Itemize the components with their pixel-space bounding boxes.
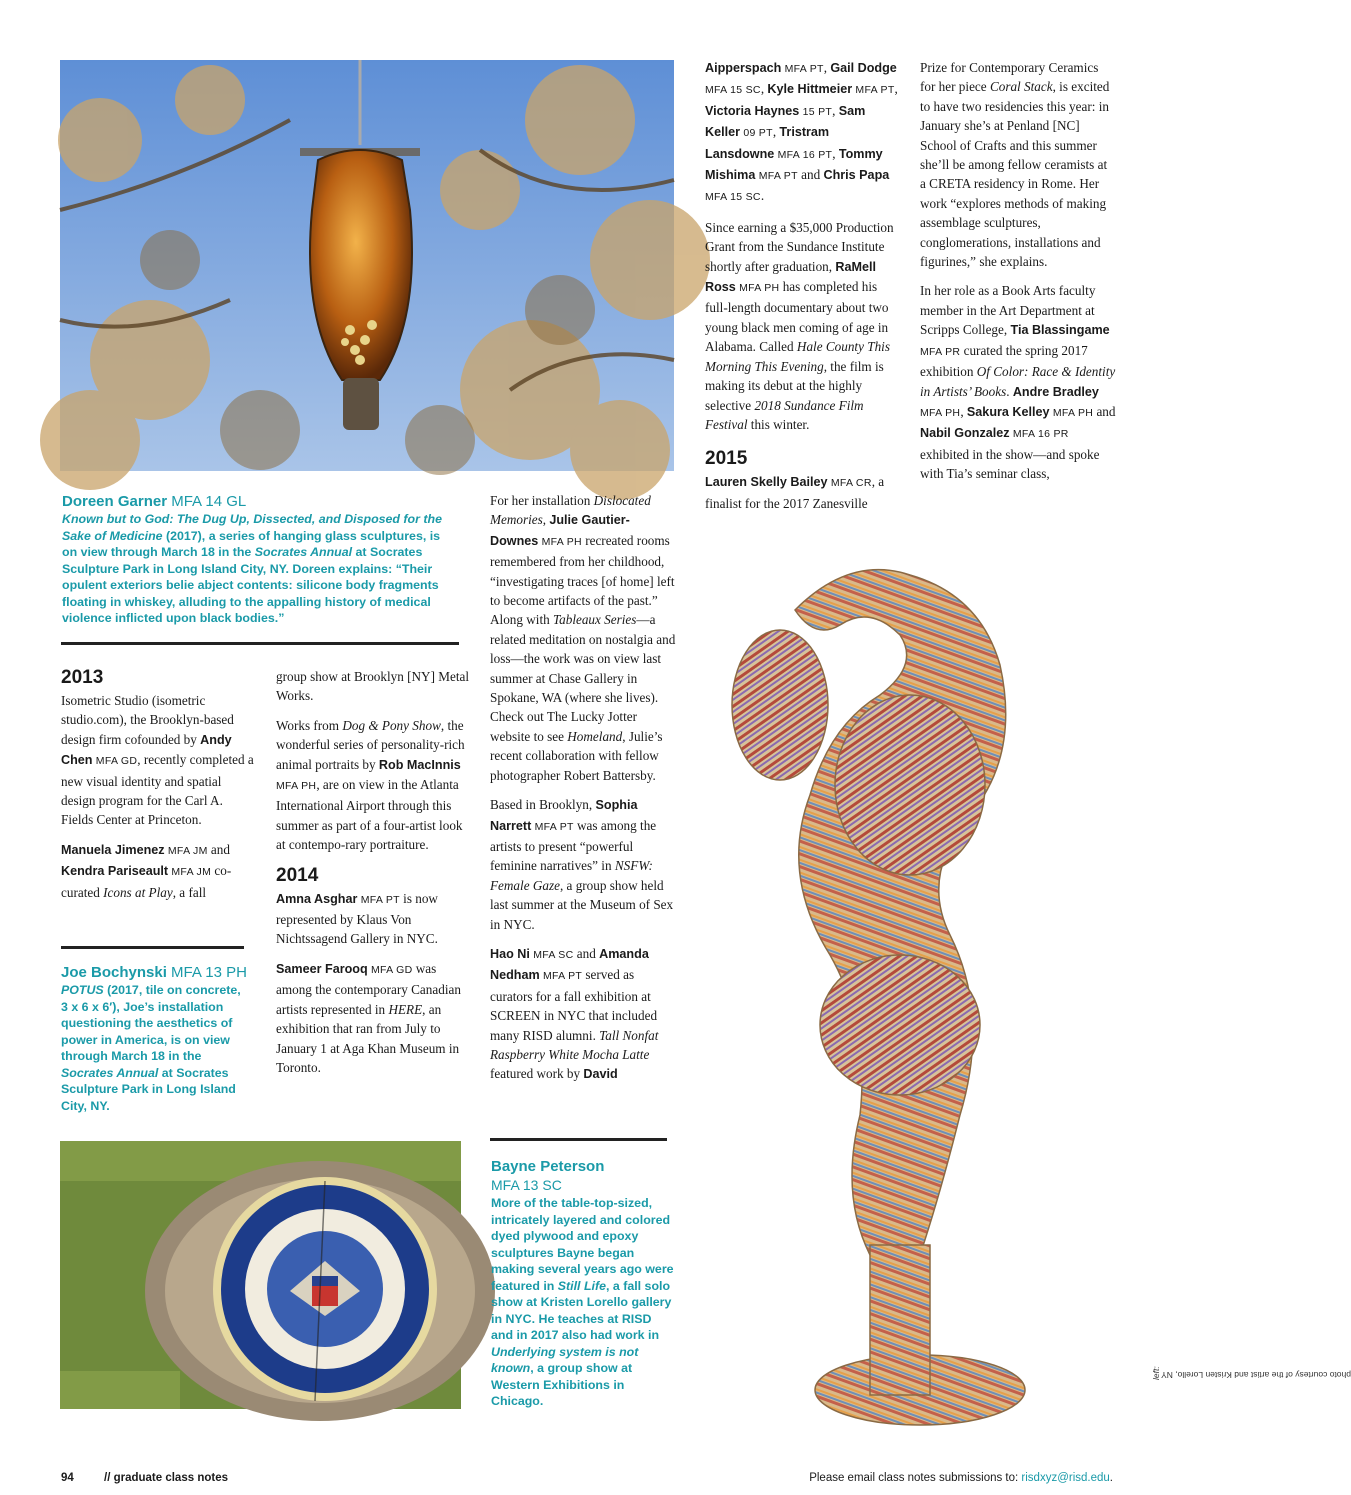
artist-degree: MFA 14 GL xyxy=(171,493,247,510)
alum-name: Tommy Mishima xyxy=(705,146,883,183)
exhibition-title: Socrates Annual xyxy=(254,545,353,559)
year-heading-2013: 2013 xyxy=(61,667,104,688)
note-text: , a group show held last summer at the Museum of Sex in NYC. xyxy=(490,877,674,932)
alum-name: Nabil Gonzalez xyxy=(920,426,1010,441)
alum-name: Victoria Haynes xyxy=(705,103,800,118)
divider xyxy=(490,1138,667,1141)
note-text: , an exhibition that ran from July to January 1 at Aga Khan Museum in Toronto. xyxy=(276,1001,460,1075)
credit-text: photo courtesy of the artist and Kristen Lorello, NY xyxy=(1161,1370,1351,1380)
caption-garner-body xyxy=(62,511,458,627)
year-heading-2015: 2015 xyxy=(705,448,748,470)
note-blassingame: In her role as a Book Arts faculty member in the Art Department at Scripps College, Tia Blassingame MFA PR curated the spring 2017 exhibition Of Color: Race & Identity in Artists’ Books. Andre Bradley MFA PH, Sakura Kelley MFA PH and Nabil Gonzalez MFA 16 PR exhibited in the show—and spoke with Tia’s seminar class, xyxy=(920,283,1116,482)
note-gautier-downes xyxy=(490,491,678,785)
work-title: POTUS xyxy=(61,983,104,997)
alum-name: Aipperspach xyxy=(705,61,782,75)
note-text: and xyxy=(207,841,230,857)
alum-degree: MFA PT xyxy=(542,970,583,983)
alum-degree: MFA PH xyxy=(1052,406,1094,419)
prompt-text: Please email class notes submissions to: xyxy=(809,1472,1022,1484)
alum-name: Amanda Nedham xyxy=(490,946,649,983)
note-text: Works from xyxy=(276,717,343,733)
artist-name: Joe Bochynski xyxy=(61,964,167,981)
alum-name: Kendra Pariseault xyxy=(61,864,169,879)
exhibition-title: Underlying system is not known xyxy=(491,1344,639,1375)
alum-degree: 15 PT xyxy=(802,105,833,118)
alum-name: Andre Bradley xyxy=(1012,384,1099,399)
submission-prompt xyxy=(809,1472,1113,1484)
seal-photo xyxy=(60,1141,461,1409)
note-text: is now represented by Klaus Von Nichtssagend Gallery in NYC. xyxy=(276,890,438,947)
note-text: , are on view in the Atlanta International Airport through this summer as part of a four-artist look at contempo-rary portraiture. xyxy=(276,777,463,853)
note-text: exhibited in the show—and spoke with Tia’s seminar class, xyxy=(920,446,1100,482)
project-title: Homeland xyxy=(567,728,623,744)
alum-degree: MFA PT xyxy=(534,820,574,833)
alum-degree: MFA PT xyxy=(855,84,895,97)
alum-name: Andy Chen xyxy=(61,732,232,768)
note-text: and xyxy=(573,945,600,961)
caption-text: , a group show at Western Exhibitions in Chicago. xyxy=(491,1361,633,1408)
alum-name: Manuela Jimenez xyxy=(61,842,165,857)
alum-name: Sam Keller xyxy=(705,103,866,140)
note-bailey xyxy=(705,472,901,513)
alum-degree: MFA 15 SC xyxy=(705,191,761,204)
note-text: this winter. xyxy=(747,416,810,432)
caption-text: More of the table-top-sized, intricately layered and colored dyed plywood and epoxy sculptures Bayne began making several years ago were featured in xyxy=(491,1196,674,1293)
artist-name: Doreen Garner xyxy=(62,493,168,510)
alum-name: Julie Gautier-Downes xyxy=(490,513,630,548)
note-text: , a fall xyxy=(172,884,207,900)
note-metal-works: group show at Brooklyn [NY] Metal Works. xyxy=(276,669,470,704)
note-text: featured work by xyxy=(490,1066,584,1082)
note-text: was among the contemporary Canadian artists represented in xyxy=(276,960,461,1017)
alum-degree: MFA GD xyxy=(95,755,138,768)
alum-degree: MFA CR xyxy=(830,477,872,490)
note-text: For her installation xyxy=(490,493,594,508)
alum-name: Rob MacInnis xyxy=(378,757,461,772)
column-4 xyxy=(705,58,901,523)
alum-name: David xyxy=(583,1067,618,1082)
email-link[interactable]: risdxyz@risd.edu xyxy=(1021,1472,1110,1484)
note-text: , xyxy=(542,512,550,528)
note-text: served as curators for a fall exhibition at SCREEN in NYC that included many RISD alumni. xyxy=(490,967,658,1043)
caption-peterson xyxy=(491,1157,676,1410)
festival-title: 2018 Sundance Film Festival xyxy=(705,397,864,432)
alum-degree: MFA PH xyxy=(276,780,317,793)
artist-name: Bayne Peterson xyxy=(491,1158,605,1175)
installation-title: Dislocated Memories xyxy=(490,493,651,528)
note-ross xyxy=(705,218,901,434)
note-text: Based in Brooklyn, xyxy=(490,797,596,813)
alum-name: Tia Blassingame xyxy=(1010,323,1110,338)
alum-name: Tristram Lansdowne xyxy=(705,125,830,161)
column-1 xyxy=(61,667,257,912)
alum-degree: MFA 16 PR xyxy=(1012,428,1069,441)
note-icons-at-play xyxy=(61,840,257,902)
alum-name: Sophia Narrett xyxy=(490,798,638,833)
alum-degree: MFA PT xyxy=(360,893,400,906)
exhibition-title: Of Color: Race & Identity in Artists’ Books xyxy=(920,364,1116,399)
note-text: , recently completed a new visual identity and spatial design program for the Carl A. Fields Center at Princeton. xyxy=(61,752,254,828)
note-text: recreated rooms remembered from her childhood, “investigating traces [of home] left to become artifacts of the past.” Along with xyxy=(490,532,675,628)
note-text: . xyxy=(1006,383,1013,399)
caption-bochynski-body xyxy=(61,982,251,1114)
note-text: was among the artists to present “powerful feminine narratives” in xyxy=(490,817,657,874)
note-text: has completed his full-length documentary about two young black men coming of age in Alabama. Called xyxy=(705,279,889,355)
note-text: , a finalist for the 2017 Zanesville xyxy=(705,474,885,511)
caption-text: (2017), a series of hanging glass sculptures, is on view through March 18 in the xyxy=(62,528,441,559)
work-title: Coral Stack xyxy=(989,79,1053,95)
alum-name: Sameer Farooq xyxy=(276,961,368,976)
series-title: Tableaux Series xyxy=(553,612,637,628)
note-text: curated the spring 2017 exhibition xyxy=(920,342,1088,380)
note-text: Prize for Contemporary Ceramics for her piece xyxy=(920,60,1099,95)
sculpture-photo xyxy=(720,555,1120,1435)
caption-garner xyxy=(62,492,458,627)
caption-text: at Socrates Sculpture Park in Long Island City, NY. Doreen explains: “Their opulent exteriors belie abject contents: silicone body fragments floating in whiskey, alluding to the appalling history of medical violence inflicted upon black bodies.” xyxy=(62,545,439,625)
note-text: In her role as a Book Arts faculty member in the Art Department at Scripps College, xyxy=(920,283,1096,338)
note-text: —a related meditation on nostalgia and loss—the work was on view last summer at Chase Gallery in Spokane, WA (where she lives). Check out The Lucky Jotter website to see xyxy=(490,612,676,744)
alum-degree: MFA PT xyxy=(758,170,798,183)
divider xyxy=(61,946,244,949)
note-ni-nedham xyxy=(490,944,678,1085)
note-text: co-curated xyxy=(61,863,232,900)
note-text: , is excited to have two residencies this year: in January she’s at Penland [NC] School of Crafts and this summer she’ll be among fellow ceramists at a CRETA residency in Rome. Her work “explores methods of making assemblage sculptures, conglomerations, installations and figurines,” she explains. xyxy=(920,79,1110,270)
caption-peterson-body xyxy=(491,1195,676,1410)
divider xyxy=(61,642,459,645)
note-text: , the wonderful series of personality-rich animal portraits by xyxy=(276,717,465,772)
note-isometric xyxy=(61,691,257,830)
exhibition-title: Tall Nonfat Raspberry White Mocha Latte xyxy=(490,1027,659,1062)
alum-degree: MFA PH xyxy=(541,535,582,548)
vessel-photo xyxy=(60,60,674,471)
prompt-period: . xyxy=(1109,1472,1113,1484)
series-title: Dog & Pony Show xyxy=(342,717,441,733)
alum-name: Chris Papa xyxy=(823,168,890,183)
page-number: 94 xyxy=(61,1472,74,1484)
alum-name: Hao Ni xyxy=(490,946,530,961)
note-farooq xyxy=(276,959,470,1077)
alum-degree: 09 PT xyxy=(743,127,773,140)
exhibition-title: HERE xyxy=(388,1001,423,1017)
alum-degree: MFA PH xyxy=(920,406,961,419)
caption-text: , a fall solo show at Kristen Lorello gallery in NYC. He teaches at RISD and in 2017 also had work in xyxy=(491,1278,672,1342)
note-text: Since earning a $35,000 Production Grant from the Sundance Institute shortly after graduation, xyxy=(705,219,894,274)
section-label: // graduate class notes xyxy=(104,1472,228,1484)
alum-name: Kyle Hittmeier xyxy=(767,82,853,97)
alum-name: Gail Dodge xyxy=(830,61,897,75)
alum-degree: MFA SC xyxy=(533,948,574,961)
column-3 xyxy=(490,491,678,1095)
alum-degree: MFA JM xyxy=(171,866,212,879)
alum-degree: MFA GD xyxy=(370,963,413,976)
artist-degree: MFA 13 PH xyxy=(171,964,247,981)
caption-bochynski-title xyxy=(61,963,251,982)
column-5 xyxy=(920,58,1116,494)
note-asghar xyxy=(276,889,470,949)
note-bailey-cont xyxy=(920,58,1116,271)
note-dog-pony xyxy=(276,716,470,855)
caption-text: at Socrates Sculpture Park in Long Island City, NY. xyxy=(61,1065,236,1113)
note-latte-artists: Aipperspach MFA PT, Gail Dodge MFA 15 SC, Kyle Hittmeier MFA PT, Victoria Haynes 15 PT, Sam Keller 09 PT, Tristram Lansdowne MFA 16 PT, Tommy Mishima MFA PT and Chris Papa MFA 15 SC. xyxy=(705,60,898,204)
alum-degree: MFA PH xyxy=(739,282,780,295)
alum-name: RaMell Ross xyxy=(705,259,876,295)
caption-bochynski xyxy=(61,963,251,1114)
credit-prefix: left: xyxy=(1151,1366,1161,1380)
exhibition-title: Icons at Play xyxy=(103,884,173,900)
column-2 xyxy=(276,667,470,1087)
alum-name: Sakura Kelley xyxy=(966,404,1050,419)
photo-credit xyxy=(1151,1180,1351,1380)
caption-garner-title xyxy=(62,492,458,511)
note-text: , the film is making its debut at the highly selective xyxy=(705,358,884,413)
note-narrett xyxy=(490,795,678,934)
exhibition-title: Socrates Annual xyxy=(61,1065,159,1080)
alum-name: Amna Asghar xyxy=(276,891,358,906)
alum-degree: MFA PT xyxy=(784,63,824,75)
caption-text: (2017, tile on concrete, 3 x 6 x 6′), Joe’s installation questioning the aesthetics of power in America, is on view through March 18 in the xyxy=(61,983,241,1063)
note-text: Isometric Studio (isometric studio.com), the Brooklyn-based design firm cofounded by xyxy=(61,693,234,747)
film-title: Hale County This Morning This Evening xyxy=(705,339,890,374)
alum-name: Lauren Skelly Bailey xyxy=(705,475,828,490)
work-title: Known but to God: The Dug Up, Dissected, and Disposed for the Sake of Medicine xyxy=(62,512,442,543)
note-text: and xyxy=(801,167,821,183)
artist-degree: MFA 13 SC xyxy=(491,1177,562,1193)
alum-degree: MFA PR xyxy=(920,345,961,358)
year-heading-2014: 2014 xyxy=(276,864,319,886)
alum-degree: MFA 15 SC xyxy=(705,84,761,97)
note-text: and xyxy=(1093,403,1116,419)
alum-degree: MFA JM xyxy=(167,844,208,857)
note-text: , Julie’s recent collaboration with fellow photographer Robert Battersby. xyxy=(490,728,663,783)
exhibition-title: NSFW: Female Gaze xyxy=(490,858,653,893)
alum-degree: MFA 16 PT xyxy=(777,148,833,161)
exhibition-title: Still Life xyxy=(557,1278,606,1293)
